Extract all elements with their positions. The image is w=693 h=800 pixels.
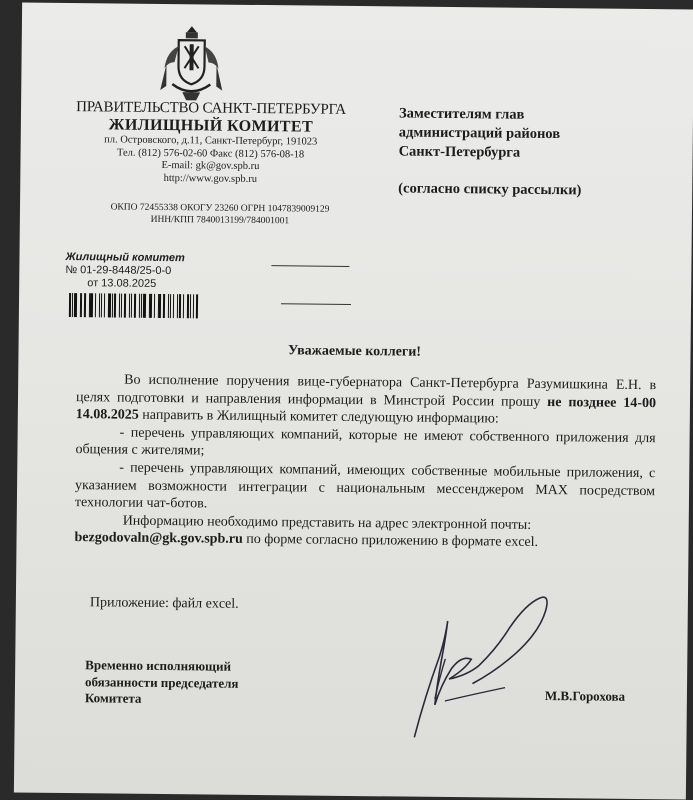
committee-phones: Тел. (812) 576-02-60 Факс (812) 576-08-18: [116, 147, 305, 160]
addressee-line-2: администраций районов: [398, 124, 561, 143]
stamp-number: № 01-29-8448/25-0-0: [65, 263, 172, 278]
request-text-end: направить в Жилищный комитет следующую информацию:: [138, 407, 499, 427]
handwritten-signature: [374, 586, 576, 748]
committee-email: E-mail: gk@gov.spb.ru: [161, 159, 260, 172]
attachment-note: Приложение: файл excel.: [89, 595, 239, 612]
coat-of-arms-icon: [156, 24, 227, 103]
signatory-title: [85, 657, 239, 708]
addressee-line-1: Заместителям глав: [398, 105, 525, 123]
codes-line-2: ИНН/КПП 7840013199/784001001: [150, 214, 290, 227]
deadline: не позднее 14-00 14.08.2025: [75, 394, 657, 423]
addressee-note: (согласно списку рассылки): [398, 180, 582, 199]
addressee-line-3: Санкт-Петербурга: [398, 143, 521, 161]
barcode-icon: [69, 293, 199, 318]
paragraph-request: [76, 371, 657, 430]
signatory-line-2: обязанности председателя: [84, 673, 239, 691]
signatory-line-3: Комитета: [84, 690, 142, 706]
registration-stamp: [65, 251, 207, 291]
list-item: - перечень управляющих компаний, имеющих собственные мобильные приложения, с указанием возможности интеграции с национальным мессенджером MAX посредством технологии чат-ботов.: [74, 460, 656, 512]
paragraph-email: Информацию необходимо представить на адрес электронной почты:: [122, 513, 532, 533]
request-text-start: Во исполнение поручения вице-губернатора Санкт-Петербурга Разумишкина Е.Н. в целях подготовки и направления информации в Минстрой России прошу: [75, 372, 657, 410]
signatory-name: М.В.Горохова: [544, 688, 626, 704]
contact-email: bezgodovaln@gk.gov.spb.ru: [74, 530, 243, 548]
stamp-org: Жилищный комитет: [65, 250, 185, 265]
letter-body: [74, 371, 656, 553]
codes-line-1: ОКПО 72455338 ОКОГУ 23260 ОГРН 1047839009129: [110, 202, 330, 215]
email-format-text: по форме согласно приложению в формате excel.: [242, 532, 539, 551]
list-item: - перечень управляющих компаний, которые не имеют собственного приложения для общения с жителями;: [75, 425, 656, 459]
reference-line: [271, 265, 349, 267]
letter-page: [14, 3, 693, 800]
salutation: Уважаемые коллеги!: [287, 343, 422, 360]
addressee-block: [398, 104, 659, 201]
government-title: ПРАВИТЕЛЬСТВО САНКТ-ПЕТЕРБУРГА: [76, 99, 347, 118]
letterhead: [60, 99, 361, 187]
registration-codes: [90, 201, 350, 228]
reference-line: [281, 303, 351, 305]
committee-website: http://www.gov.spb.ru: [163, 172, 258, 185]
signatory-line-1: Временно исполняющий: [85, 657, 232, 674]
committee-address: пл. Островского, д.11, Санкт-Петербург, 191023: [104, 134, 318, 148]
stamp-date: от 13.08.2025: [87, 277, 157, 290]
committee-title: ЖИЛИЩНЫЙ КОМИТЕТ: [108, 116, 314, 136]
